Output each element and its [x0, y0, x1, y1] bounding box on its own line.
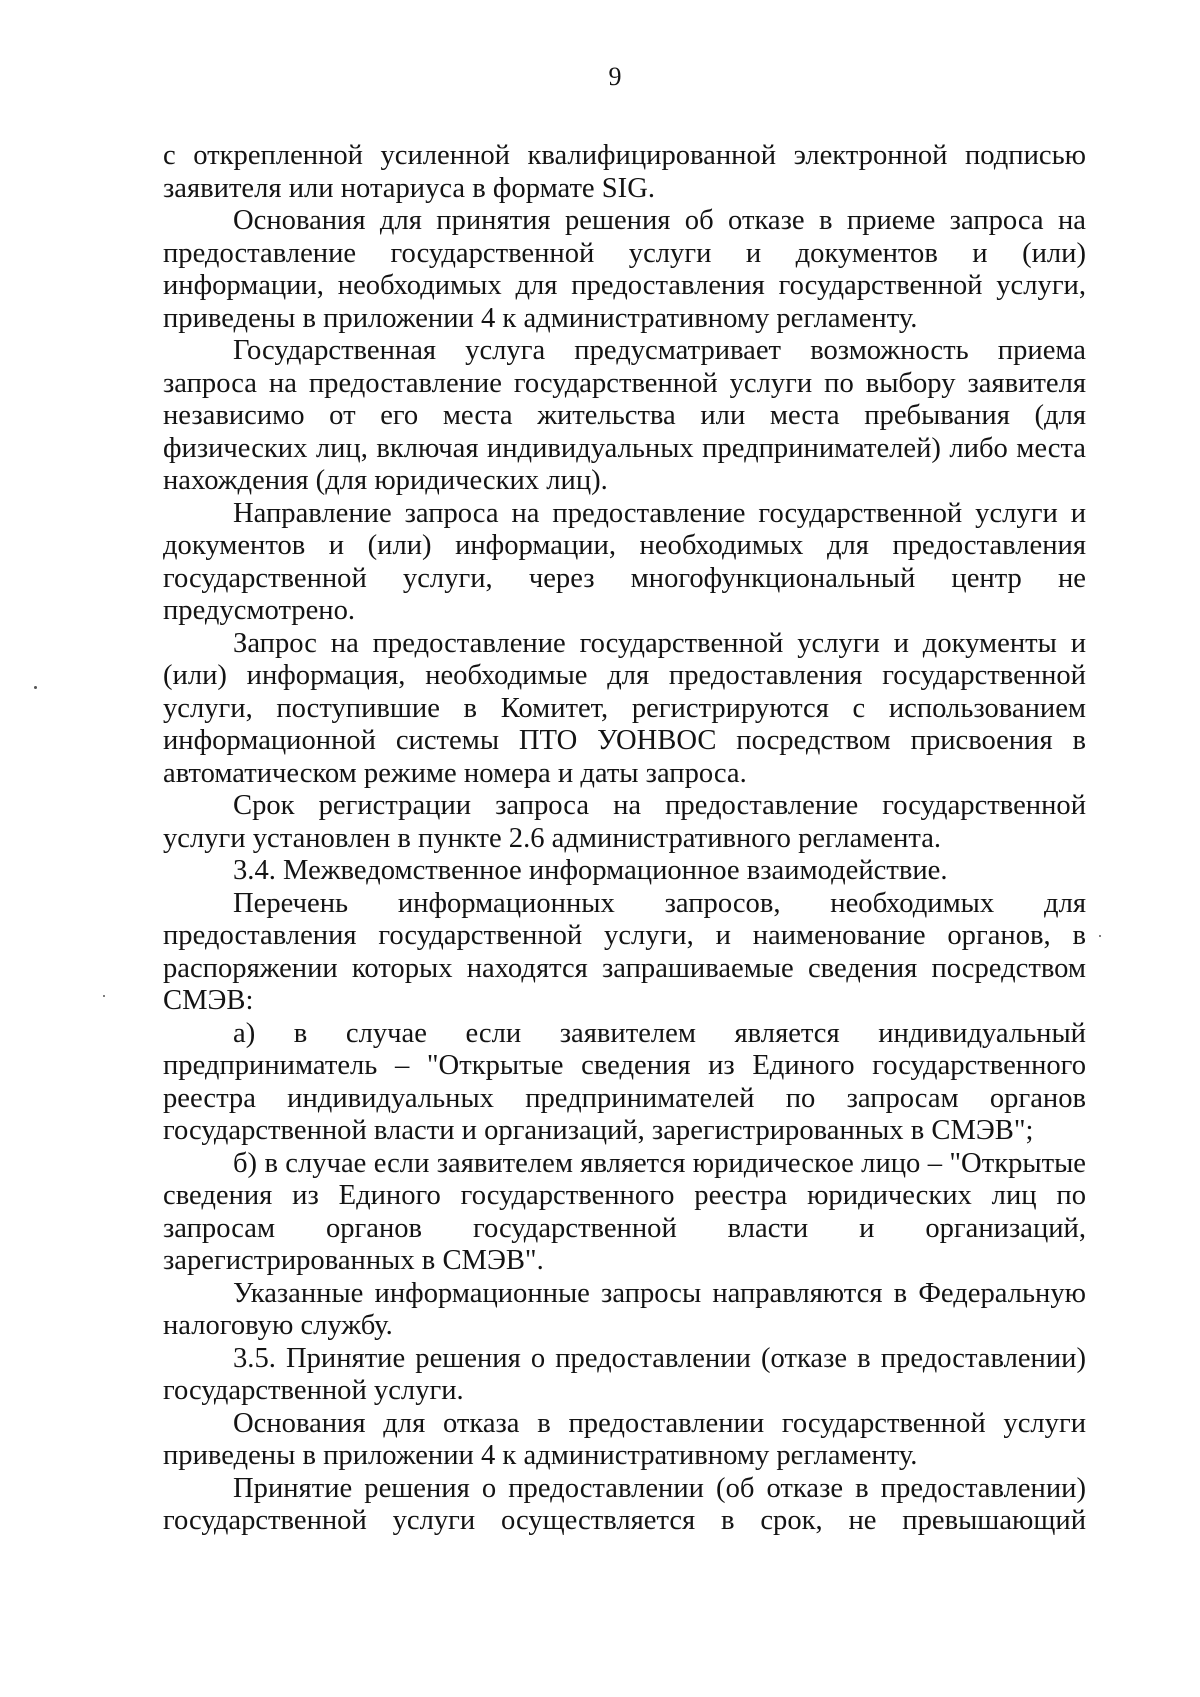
- scan-speck: [1099, 935, 1101, 937]
- paragraph-requests-list: Перечень информационных запросов, необходимых для предоставления государственной услуги, и наименование органов, в распоряжении которых находятся запрашиваемые сведения посредством СМЭВ:: [163, 887, 1086, 1016]
- scan-speck: [103, 995, 105, 997]
- paragraph-mfc: Направление запроса на предоставление государственной услуги и документов и (или) информации, необходимых для предоставления государственной услуги, через многофункциональный центр не предусмотрено.: [163, 497, 1086, 626]
- paragraph-extraterritorial: Государственная услуга предусматривает возможность приема запроса на предоставление государственной услуги по выбору заявителя независимо от его места жительства или места пребывания (для физических лиц, включая индивидуальных предпринимателей) либо места нахождения (для юридических лиц).: [163, 335, 1086, 496]
- paragraph-registration-term: Срок регистрации запроса на предоставление государственной услуги установлен в пункте 2.6 административного регламента.: [163, 790, 1086, 854]
- paragraph-decision-term: Принятие решения о предоставлении (об отказе в предоставлении) государственной услуги осуществляется в срок, не превышающий: [163, 1472, 1086, 1536]
- page-number: 9: [608, 62, 622, 91]
- list-item-b: б) в случае если заявителем является юридическое лицо – "Открытые сведения из Единого государственного реестра юридических лиц по запросам органов государственной власти и организаций, зарегистрированных в СМЭВ".: [163, 1147, 1086, 1276]
- paragraph-registration: Запрос на предоставление государственной услуги и документы и (или) информация, необходимые для предоставления государственной услуги, поступившие в Комитет, регистрируются с использованием информационной системы ПТО УОНВОС посредством присвоения в автоматическом режиме номера и даты запроса.: [163, 627, 1086, 789]
- paragraph-refusal-grounds: Основания для принятия решения об отказе в приеме запроса на предоставление государственной услуги и документов и (или) информации, необходимых для предоставления государственной услуги, приведены в приложении 4 к административному регламенту.: [163, 205, 1086, 334]
- paragraph-signature-format: с открепленной усиленной квалифицированной электронной подписью заявителя или нотариуса в формате SIG.: [163, 140, 1086, 204]
- paragraph-tax-service: Указанные информационные запросы направляются в Федеральную налоговую службу.: [163, 1277, 1086, 1341]
- section-heading-3-5: 3.5. Принятие решения о предоставлении (отказе в предоставлении) государственной услуги.: [163, 1342, 1086, 1406]
- scan-speck: [34, 686, 37, 689]
- paragraph-refusal-grounds-2: Основания для отказа в предоставлении государственной услуги приведены в приложении 4 к административному регламенту.: [163, 1407, 1086, 1471]
- document-body: [163, 140, 1086, 1538]
- list-item-a: а) в случае если заявителем является индивидуальный предприниматель – "Открытые сведения из Единого государственного реестра индивидуальных предпринимателей по запросам органов государственной власти и организаций, зарегистрированных в СМЭВ";: [163, 1017, 1086, 1146]
- section-heading-3-4: 3.4. Межведомственное информационное взаимодействие.: [233, 855, 948, 886]
